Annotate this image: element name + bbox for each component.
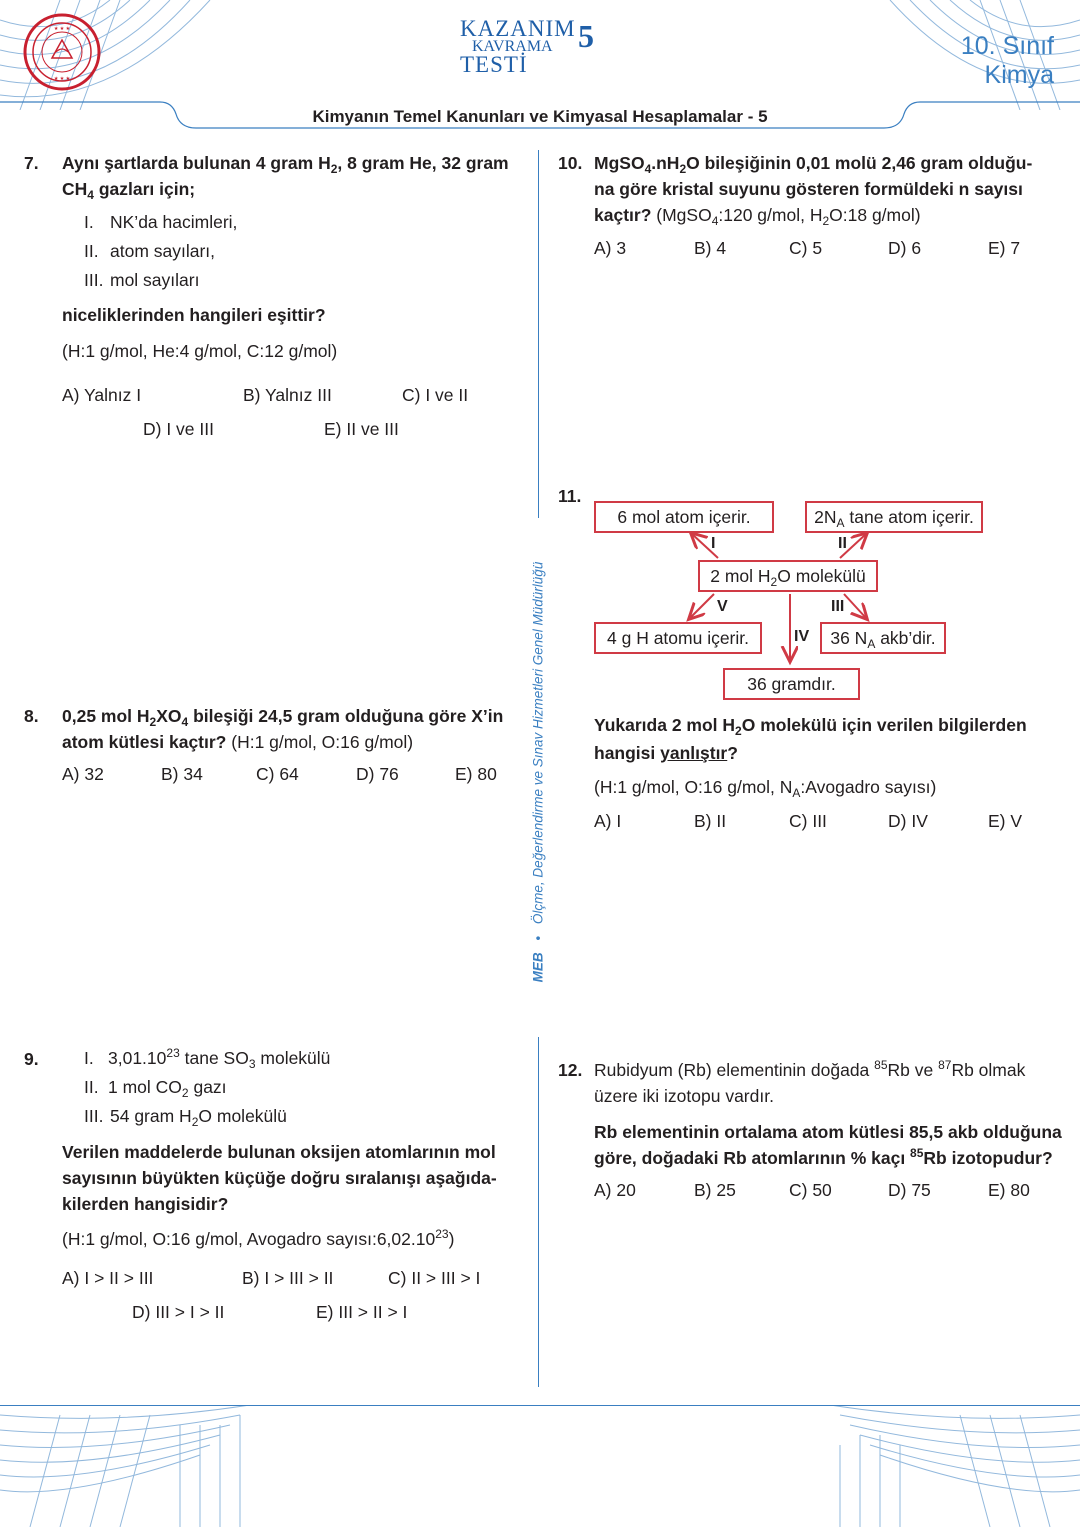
q9-question-line: sayısının büyükten küçüğe doğru sıralanışı aşağıda- [62, 1168, 497, 1188]
q11-sub: A [867, 637, 876, 651]
q7-question: niceliklerinden hangileri eşittir? [62, 305, 326, 325]
q10-stem-part: .nH [651, 153, 680, 173]
q12-option-e[interactable]: E) 80 [988, 1180, 1030, 1200]
q12-sup: 85 [910, 1146, 924, 1160]
q9-option-d[interactable]: D) III > I > II [132, 1302, 225, 1322]
q10-option-a[interactable]: A) 3 [594, 238, 627, 258]
q11-box-III-part: 36 N [830, 628, 868, 648]
corner-pattern-bottom-left [0, 1405, 260, 1527]
q9-item-part: tane SO [179, 1048, 249, 1068]
logo-line-1: KAZANIM [460, 16, 576, 41]
q9-item-part: 1 mol CO [108, 1077, 182, 1097]
q10-option-d[interactable]: D) 6 [888, 238, 922, 258]
q11-box-I: 6 mol atom içerir. [594, 501, 774, 533]
q9-given [62, 1229, 454, 1250]
q12-stem-part: Rubidyum (Rb) elementinin doğada [594, 1060, 875, 1080]
q7-given: (H:1 g/mol, He:4 g/mol, C:12 g/mol) [62, 341, 338, 361]
q7-sub: 2 [330, 162, 338, 176]
q7-option-d[interactable]: D) I ve III [143, 419, 214, 439]
column-divider-bottom [538, 1037, 539, 1387]
q12-question-part: Rb elementinin ortalama atom kütlesi 85,5 akb olduğuna [594, 1122, 1062, 1142]
q9-sub: 3 [248, 1057, 256, 1071]
q7-item-1: NK’da hacimleri, [110, 212, 238, 232]
q11-option-d[interactable]: D) IV [888, 811, 928, 831]
q7-option-e[interactable]: E) II ve III [324, 419, 399, 439]
q10-sub: 4 [644, 162, 652, 176]
q7-number: 7. [24, 153, 39, 173]
side-text-directorate: Ölçme, Değerlendirme ve Sınav Hizmetleri Genel Müdürlüğü [530, 561, 546, 925]
q10-option-e[interactable]: E) 7 [988, 238, 1021, 258]
q8-option-d[interactable]: D) 76 [356, 764, 399, 784]
q8-stem-part: 0,25 mol H [62, 706, 150, 726]
q10-stem-part: kaçtır? [594, 205, 652, 225]
q10-sub: 2 [822, 214, 830, 228]
q7-stem-part: CH [62, 179, 88, 199]
q11-given-part: (H:1 g/mol, O:16 g/mol, N [594, 777, 793, 797]
q11-box-V: 4 g H atomu içerir. [594, 622, 762, 654]
q12-stem-part: Rb olmak [951, 1060, 1026, 1080]
q12-stem-part: Rb ve [887, 1060, 939, 1080]
q7-item-2: atom sayıları, [110, 241, 216, 261]
logo-line-3: TESTİ [460, 52, 528, 77]
q11-center-box [698, 560, 878, 592]
q12-sup: 87 [938, 1058, 952, 1072]
footer-rule [0, 1405, 1080, 1406]
q12-option-c[interactable]: C) 50 [789, 1180, 832, 1200]
q11-box-II-part: tane atom içerir. [844, 507, 974, 527]
q11-label-III: III [831, 598, 845, 615]
q9-item-3-num: III. [84, 1106, 104, 1126]
q11-question-underlined: yanlıştır [660, 743, 728, 763]
q10-stem-part: O bileşiğinin 0,01 molü 2,46 gram olduğu- [686, 153, 1033, 173]
test-number: 5 [578, 18, 594, 54]
q8-option-b[interactable]: B) 34 [161, 764, 203, 784]
q9-item-2-num: II. [84, 1077, 99, 1097]
q8-option-e[interactable]: E) 80 [455, 764, 497, 784]
q12-stem-part: üzere iki izotopu vardır. [594, 1086, 774, 1106]
q11-option-e[interactable]: E) V [988, 811, 1023, 831]
q9-item-part: gazı [188, 1077, 227, 1097]
q10-number: 10. [558, 153, 583, 173]
q11-given [594, 777, 936, 798]
q9-option-b[interactable]: B) I > III > II [242, 1268, 334, 1288]
q11-sub: 2 [770, 575, 778, 589]
corner-pattern-bottom-right [820, 1405, 1080, 1527]
q11-label-IV: IV [794, 628, 810, 645]
q11-box-IV: 36 gramdır. [723, 668, 860, 700]
q12-question-part: göre, doğadaki Rb atomlarının % kaçı [594, 1148, 911, 1168]
q11-given-part: :Avogadro sayısı) [800, 777, 937, 797]
q9-option-a[interactable]: A) I > II > III [62, 1268, 154, 1288]
q11-box-III-part: akb’dir. [875, 628, 936, 648]
q10-given-part: O:18 g/mol) [829, 205, 921, 225]
q9-item-part: 3,01.10 [108, 1048, 167, 1068]
q8-given: (H:1 g/mol, O:16 g/mol) [226, 732, 414, 752]
svg-text:★ ★ ★: ★ ★ ★ [53, 26, 71, 32]
q9-question-line: kilerden hangisidir? [62, 1194, 229, 1214]
q8-stem-part: bileşiği 24,5 gram olduğuna göre X’in [188, 706, 504, 726]
q10-given-part: :120 g/mol, H [718, 205, 823, 225]
svg-text:★ ★ ★: ★ ★ ★ [53, 76, 71, 82]
q11-question-part: Yukarıda 2 mol H [594, 715, 736, 735]
q9-number: 9. [24, 1049, 39, 1069]
q10-stem-part: na göre kristal suyunu gösteren formüldeki n sayısı [594, 179, 1023, 199]
q9-option-e[interactable]: E) III > II > I [316, 1302, 408, 1322]
q9-item-1-num: I. [84, 1048, 94, 1068]
q11-question-part: ? [727, 743, 738, 763]
q11-label-I: I [711, 535, 716, 552]
q11-option-c[interactable]: C) III [789, 811, 827, 831]
q9-item-part: molekülü [255, 1048, 331, 1068]
q10-option-c[interactable]: C) 5 [789, 238, 823, 258]
q11-question [594, 711, 1064, 767]
q8-number: 8. [24, 706, 39, 726]
q11-box-II-part: 2N [814, 507, 837, 527]
arrow-to-box-III [844, 594, 866, 618]
q12-option-b[interactable]: B) 25 [694, 1180, 736, 1200]
q11-sub: A [792, 786, 801, 800]
q11-diagram-arrows [0, 0, 1080, 720]
q10-sub: 4 [711, 214, 719, 228]
q8-option-a[interactable]: A) 32 [62, 764, 104, 784]
q9-option-c[interactable]: C) II > III > I [388, 1268, 481, 1288]
q12-option-d[interactable]: D) 75 [888, 1180, 931, 1200]
arrow-to-box-V [690, 594, 714, 618]
q7-item-3: mol sayıları [110, 270, 200, 290]
q7-option-a[interactable]: A) Yalnız I [62, 385, 142, 405]
q10-stem-part: MgSO [594, 153, 645, 173]
q9-item-part: O molekülü [198, 1106, 287, 1126]
q7-option-c[interactable]: C) I ve II [402, 385, 469, 405]
q10-sub: 2 [679, 162, 687, 176]
q11-question-part: hangisi [594, 743, 661, 763]
q9-item-2 [108, 1077, 227, 1098]
q9-sup: 23 [166, 1046, 180, 1060]
q11-center-part: O molekülü [777, 566, 866, 586]
q11-option-b[interactable]: B) II [694, 811, 727, 831]
grade-label: 10. Sınıf [960, 32, 1054, 60]
q9-item-1 [108, 1048, 330, 1069]
q7-item-2-num: II. [84, 241, 99, 261]
q12-question-part: Rb izotopudur? [923, 1148, 1053, 1168]
subject-label: Kimya [984, 61, 1054, 89]
side-bullet: • [530, 935, 546, 941]
logo-line-2: KAVRAMA [472, 38, 553, 55]
q7-item-3-num: III. [84, 270, 104, 290]
q8-stem-part: XO [156, 706, 182, 726]
q11-question-part: O molekülü için verilen bilgilerden [741, 715, 1027, 735]
q7-item-1-num: I. [84, 212, 94, 232]
q10-given-part: (MgSO [651, 205, 712, 225]
q8-sub: 2 [149, 715, 157, 729]
q8-stem-part: atom kütlesi kaçtır? [62, 732, 227, 752]
q12-sup: 85 [874, 1058, 888, 1072]
q12-option-a[interactable]: A) 20 [594, 1180, 636, 1200]
q12-stem [594, 1057, 1064, 1109]
q11-label-V: V [717, 598, 728, 615]
q11-option-a[interactable]: A) I [594, 811, 622, 831]
q9-given-part: (H:1 g/mol, O:16 g/mol, Avogadro sayısı:6,02.10 [62, 1229, 436, 1249]
q11-number: 11. [558, 486, 582, 506]
q12-question [594, 1119, 1064, 1171]
q9-item-3 [110, 1106, 287, 1127]
q8-option-c[interactable]: C) 64 [256, 764, 299, 784]
q8-sub: 4 [181, 715, 189, 729]
q9-sub: 2 [191, 1115, 199, 1129]
q9-question [62, 1139, 532, 1217]
q7-stem-part: gazları için; [93, 179, 196, 199]
q9-sub: 2 [181, 1086, 189, 1100]
q9-item-part: 54 gram H [110, 1106, 192, 1126]
q7-stem-part: , 8 gram He, 32 gram [337, 153, 509, 173]
q9-question-line: Verilen maddelerde bulunan oksijen atomlarının mol [62, 1142, 496, 1162]
q12-number: 12. [558, 1060, 583, 1080]
q11-center-part: 2 mol H [710, 566, 771, 586]
q7-option-b[interactable]: B) Yalnız III [243, 385, 332, 405]
topic-title: Kimyanın Temel Kanunları ve Kimyasal Hesaplamalar - 5 [312, 107, 768, 126]
q11-box-III [820, 622, 946, 654]
q9-sup: 23 [435, 1227, 449, 1241]
q10-option-b[interactable]: B) 4 [694, 238, 727, 258]
q11-sub: A [836, 516, 845, 530]
q11-sub: 2 [735, 724, 742, 738]
q7-sub: 4 [87, 188, 94, 202]
side-text-meb: MEB [530, 952, 546, 983]
q9-given-part: ) [448, 1229, 455, 1249]
q11-label-II: II [838, 535, 847, 552]
q7-stem-part: Aynı şartlarda bulunan 4 gram H [62, 153, 331, 173]
q11-box-II [805, 501, 983, 533]
